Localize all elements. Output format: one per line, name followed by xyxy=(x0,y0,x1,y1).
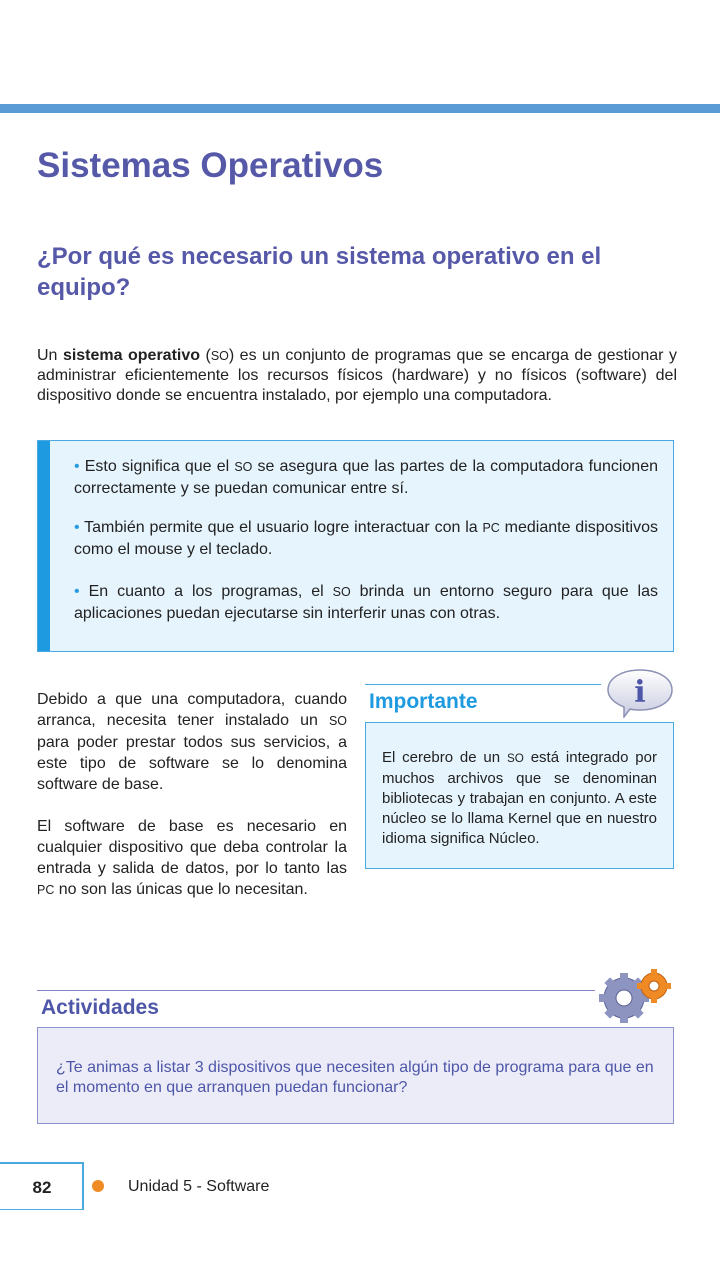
bullet-marker: • xyxy=(74,458,80,475)
gears-icon xyxy=(598,964,674,1024)
important-box: El cerebro de un SO está integrado por muchos archivos que se denominan bibliotecas y trabajan en conjunto. A este núcleo se lo llama Kernel que en nuestro idioma significa Núcleo. xyxy=(365,722,674,869)
left-column xyxy=(37,689,347,901)
bullet-box xyxy=(37,440,674,652)
bullet-box-accent-bar xyxy=(38,441,50,651)
important-rule xyxy=(365,684,601,685)
activities-rule xyxy=(37,990,595,991)
intro-term: sistema operativo xyxy=(62,347,201,364)
left-paragraph-1: Debido a que una computadora, cuando arranca, necesita tener instalado un SO para poder prestar todos sus servicios, a este tipo de software se lo denomina software de base. xyxy=(37,691,347,793)
bullet-item: • En cuanto a los programas, el SO brinda un entorno seguro para que las aplicaciones puedan ejecutarse sin interferir unas con otras. xyxy=(74,583,659,622)
unit-label: Unidad 5 - Software xyxy=(128,1178,270,1195)
bullet-item: • Esto significa que el SO se asegura que las partes de la computadora funcionen correctamente y se puedan comunicar entre sí. xyxy=(74,458,659,497)
bullet-item: • También permite que el usuario logre interactuar con la PC mediante dispositivos como el mouse y el teclado. xyxy=(74,519,658,558)
footer-dot xyxy=(92,1180,104,1192)
section-heading: ¿Por qué es necesario un sistema operativo en el equipo? xyxy=(37,243,602,301)
page-number: 82 xyxy=(32,1178,52,1197)
bullet-marker: • xyxy=(74,519,80,536)
bullet-marker: • xyxy=(74,583,80,600)
page-title: Sistemas Operativos xyxy=(37,146,384,185)
svg-text:i: i xyxy=(634,675,646,710)
activities-title: Actividades xyxy=(41,996,159,1019)
left-paragraph-2: El software de base es necesario en cualquier dispositivo que deba controlar la entrada y salida de datos, por lo tanto las PC no son las únicas que lo necesitan. xyxy=(37,818,347,898)
intro-paragraph: Un sistema operativo (SO) es un conjunto de programas que se encarga de gestionar y administrar eficientemente los recursos físicos (hardware) y no físicos (software) del dispositivo donde se encuentra instalado, por ejemplo una computadora. xyxy=(37,347,677,404)
important-title: Importante xyxy=(369,690,478,713)
activities-box: ¿Te animas a listar 3 dispositivos que necesiten algún tipo de programa para que en el momento en que arranquen puedan funcionar? xyxy=(37,1027,674,1124)
top-rule xyxy=(0,104,720,113)
info-icon xyxy=(606,666,674,718)
